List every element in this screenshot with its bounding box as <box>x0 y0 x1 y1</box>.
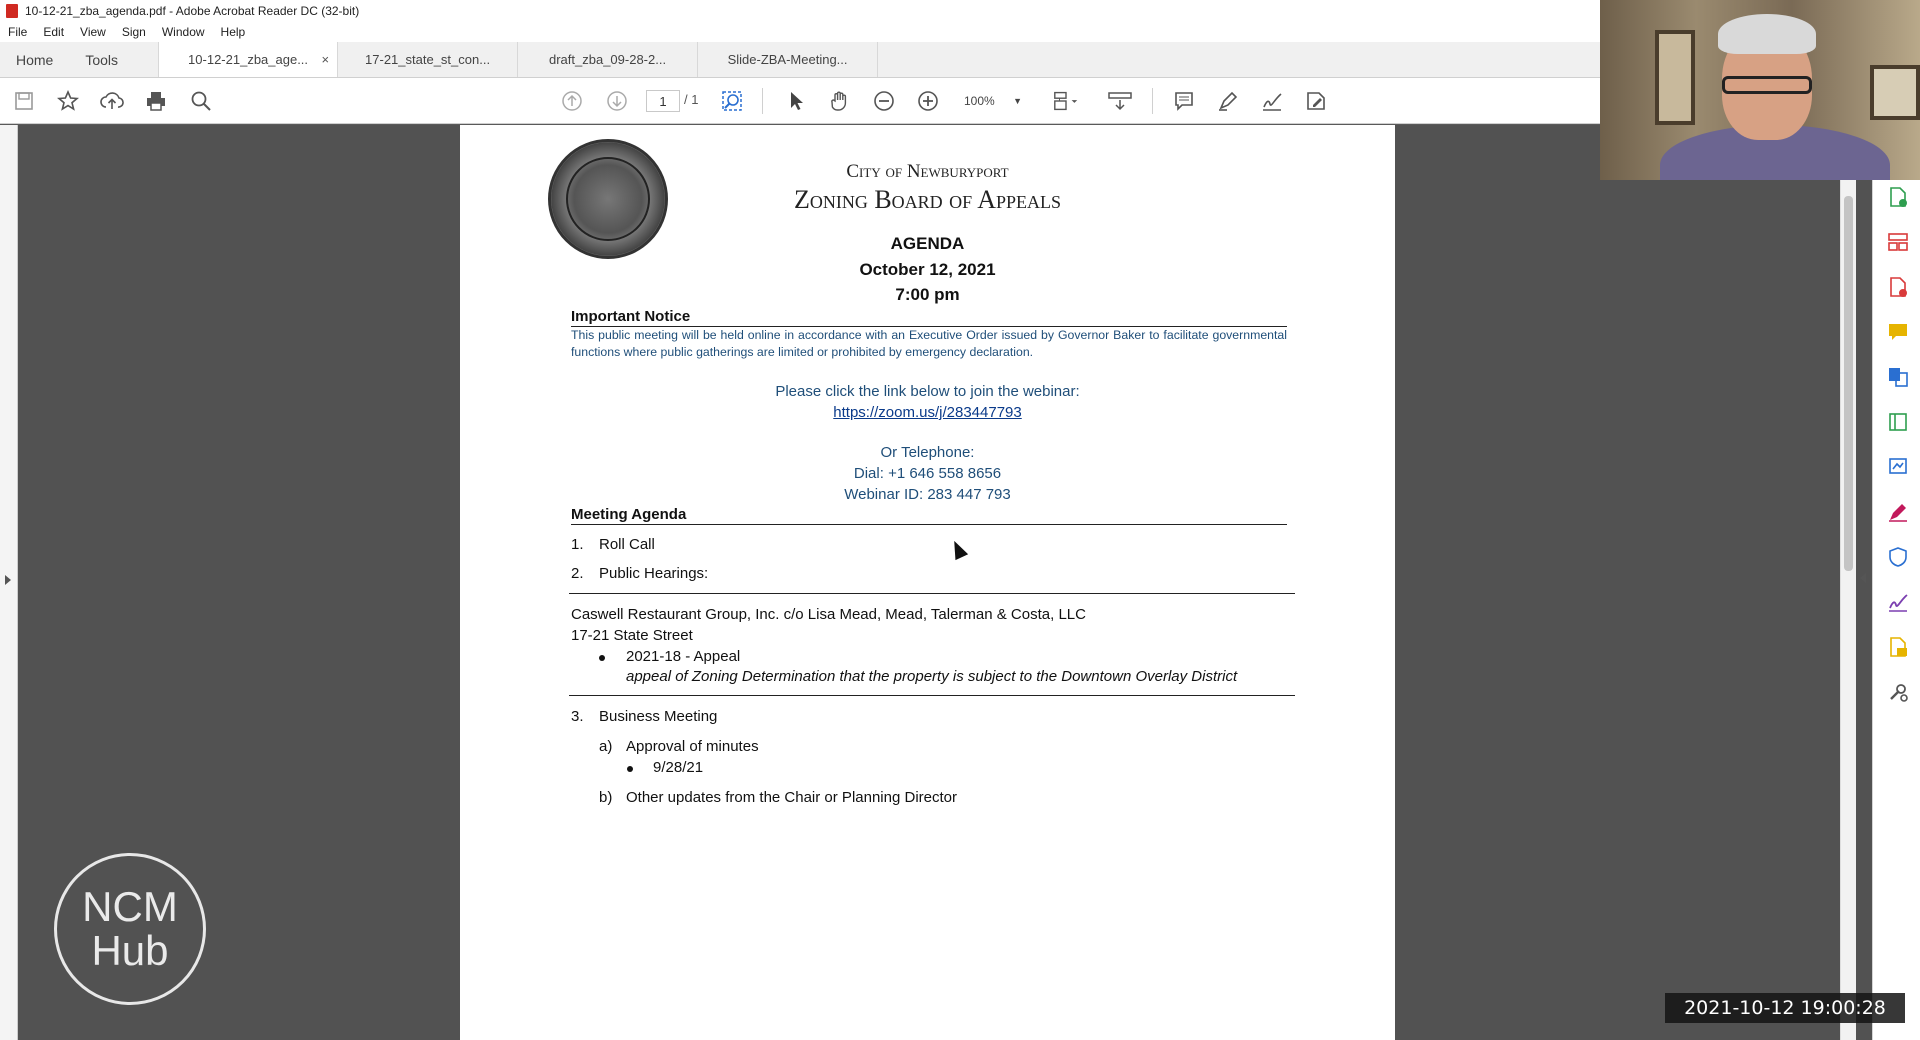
sub-item-other-updates: Other updates from the Chair or Planning Director <box>626 789 957 806</box>
bullet <box>627 766 633 772</box>
webinar-id: Webinar ID: 283 447 793 <box>844 486 1011 503</box>
zoom-in-icon[interactable] <box>914 87 942 115</box>
hearing-address: 17-21 State Street <box>571 627 693 644</box>
chevron-down-icon: ▼ <box>1013 96 1022 106</box>
fit-page-icon[interactable] <box>718 87 746 115</box>
menu-help[interactable]: Help <box>220 25 246 39</box>
nav-home[interactable]: Home <box>16 51 54 68</box>
tab-slide-zba[interactable] <box>698 42 878 77</box>
left-navigation-pane[interactable] <box>0 125 18 1040</box>
logo-line2: Hub <box>91 927 169 974</box>
menu-window[interactable]: Window <box>161 25 205 39</box>
zoom-level-select[interactable] <box>958 90 1028 112</box>
scroll-mode-icon[interactable] <box>1106 87 1134 115</box>
tab-label: 10-12-21_zba_age... <box>188 52 309 67</box>
collapse-right-pane-icon[interactable] <box>1860 573 1866 583</box>
scrollbar-thumb[interactable] <box>1844 196 1853 571</box>
request-signature-icon[interactable] <box>1886 590 1910 614</box>
menu-bar <box>0 22 1600 42</box>
menu-edit[interactable]: Edit <box>43 25 65 39</box>
create-pdf-icon[interactable] <box>1886 185 1910 209</box>
bullet <box>599 655 605 661</box>
expand-left-pane-icon[interactable] <box>5 575 11 585</box>
vertical-scrollbar[interactable] <box>1840 180 1856 1040</box>
agenda-item-public-hearings: Public Hearings: <box>599 565 709 582</box>
sub-item-approval-minutes: Approval of minutes <box>626 738 759 755</box>
agenda-item-business-meeting: Business Meeting <box>599 708 718 725</box>
menu-sign[interactable]: Sign <box>121 25 146 39</box>
comment-tool-icon[interactable] <box>1886 320 1910 344</box>
page-up-icon[interactable] <box>558 87 586 115</box>
send-track-icon[interactable] <box>1886 635 1910 659</box>
recording-timestamp: 2021-10-12 19:00:28 <box>1665 993 1905 1023</box>
page-number-input[interactable]: 1 <box>646 90 680 112</box>
notice-heading: Important Notice <box>571 308 1287 327</box>
more-tools-icon[interactable] <box>1886 680 1910 704</box>
zoom-out-icon[interactable] <box>870 87 898 115</box>
combine-files-icon[interactable] <box>1886 365 1910 389</box>
pdf-file-icon <box>6 4 18 18</box>
agenda-item-roll-call: Roll Call <box>599 536 655 553</box>
print-icon[interactable] <box>142 87 170 115</box>
scan-ocr-icon[interactable] <box>1886 455 1910 479</box>
window-title: 10-12-21_zba_agenda.pdf - Adobe Acrobat Reader DC (32-bit) <box>25 4 360 18</box>
divider-line <box>569 695 1295 696</box>
webinar-prompt: Please click the link below to join the webinar: <box>775 383 1080 400</box>
pdf-page <box>460 125 1395 1040</box>
sign-icon[interactable] <box>1258 87 1286 115</box>
hand-icon[interactable] <box>826 87 854 115</box>
hearing-description: appeal of Zoning Determination that the property is subject to the Downtown Overlay District <box>626 668 1238 685</box>
dial-number: Dial: +1 646 558 8656 <box>853 465 1002 482</box>
close-tab-icon[interactable]: × <box>321 52 330 67</box>
zoom-value: 100% <box>964 94 995 108</box>
tab-label: draft_zba_09-28-2... <box>549 52 667 67</box>
page-total: / 1 <box>684 92 699 107</box>
board-name: Zoning Board of Appeals <box>793 185 1062 214</box>
select-cursor-icon[interactable] <box>782 87 810 115</box>
tab-bar <box>0 42 1600 78</box>
tab-label: 17-21_state_st_con... <box>365 52 491 67</box>
agenda-heading: Meeting Agenda <box>571 506 1287 525</box>
title-bar <box>0 0 1600 22</box>
menu-view[interactable]: View <box>80 25 106 39</box>
agenda-title: AGENDA <box>890 234 965 253</box>
item-number: 3. <box>571 708 584 725</box>
edit-pdf-icon[interactable] <box>1886 410 1910 434</box>
fill-sign-tool-icon[interactable] <box>1886 500 1910 524</box>
ncm-hub-logo <box>54 853 206 1005</box>
hearing-case: 2021-18 - Appeal <box>626 648 741 665</box>
city-name: City of Newburyport <box>846 161 1009 182</box>
logo-line1: NCM <box>82 883 178 930</box>
tab-draft-zba[interactable] <box>518 42 698 77</box>
notice-text: This public meeting will be held online in accordance with an Executive Order issued by Governor Baker to facilitate governmental functions where public gatherings are limited or prohibited by emergency declaration. <box>571 328 1287 359</box>
telephone-label: Or Telephone: <box>880 444 975 461</box>
webinar-link-row <box>460 404 1395 421</box>
tab-zba-agenda[interactable] <box>158 42 338 77</box>
sub-item-letter: a) <box>599 738 613 755</box>
tab-state-st[interactable] <box>338 42 518 77</box>
search-zoom-icon[interactable] <box>187 87 215 115</box>
comment-icon[interactable] <box>1170 87 1198 115</box>
meeting-time: 7:00 pm <box>895 285 960 304</box>
tools-pane <box>1872 180 1920 1040</box>
webinar-link[interactable]: https://zoom.us/j/283447793 <box>833 404 1022 421</box>
tab-label: Slide-ZBA-Meeting... <box>727 52 848 67</box>
upload-cloud-icon[interactable] <box>98 87 126 115</box>
highlight-pen-icon[interactable] <box>1214 87 1242 115</box>
protect-icon[interactable] <box>1886 545 1910 569</box>
organize-pages-icon[interactable] <box>1886 230 1910 254</box>
item-number: 2. <box>571 565 584 582</box>
toolbar <box>0 78 1600 124</box>
bookmark-star-icon[interactable] <box>54 87 82 115</box>
page-layout-icon[interactable] <box>1052 87 1080 115</box>
nav-tools[interactable]: Tools <box>85 51 119 68</box>
fill-sign-icon[interactable] <box>1302 87 1330 115</box>
item-number: 1. <box>571 536 584 553</box>
divider-line <box>569 593 1295 594</box>
meeting-date: October 12, 2021 <box>859 260 996 279</box>
sub-item-letter: b) <box>599 789 613 806</box>
toolbar-divider <box>1152 88 1153 114</box>
save-icon[interactable] <box>10 87 38 115</box>
menu-file[interactable]: File <box>8 25 28 39</box>
toolbar-divider <box>762 88 763 114</box>
export-pdf-icon[interactable] <box>1886 275 1910 299</box>
webcam-video <box>1600 0 1920 180</box>
hearing-applicant: Caswell Restaurant Group, Inc. c/o Lisa Mead, Mead, Talerman & Costa, LLC <box>571 606 1086 623</box>
page-down-icon[interactable] <box>603 87 631 115</box>
minutes-date: 9/28/21 <box>653 759 704 776</box>
